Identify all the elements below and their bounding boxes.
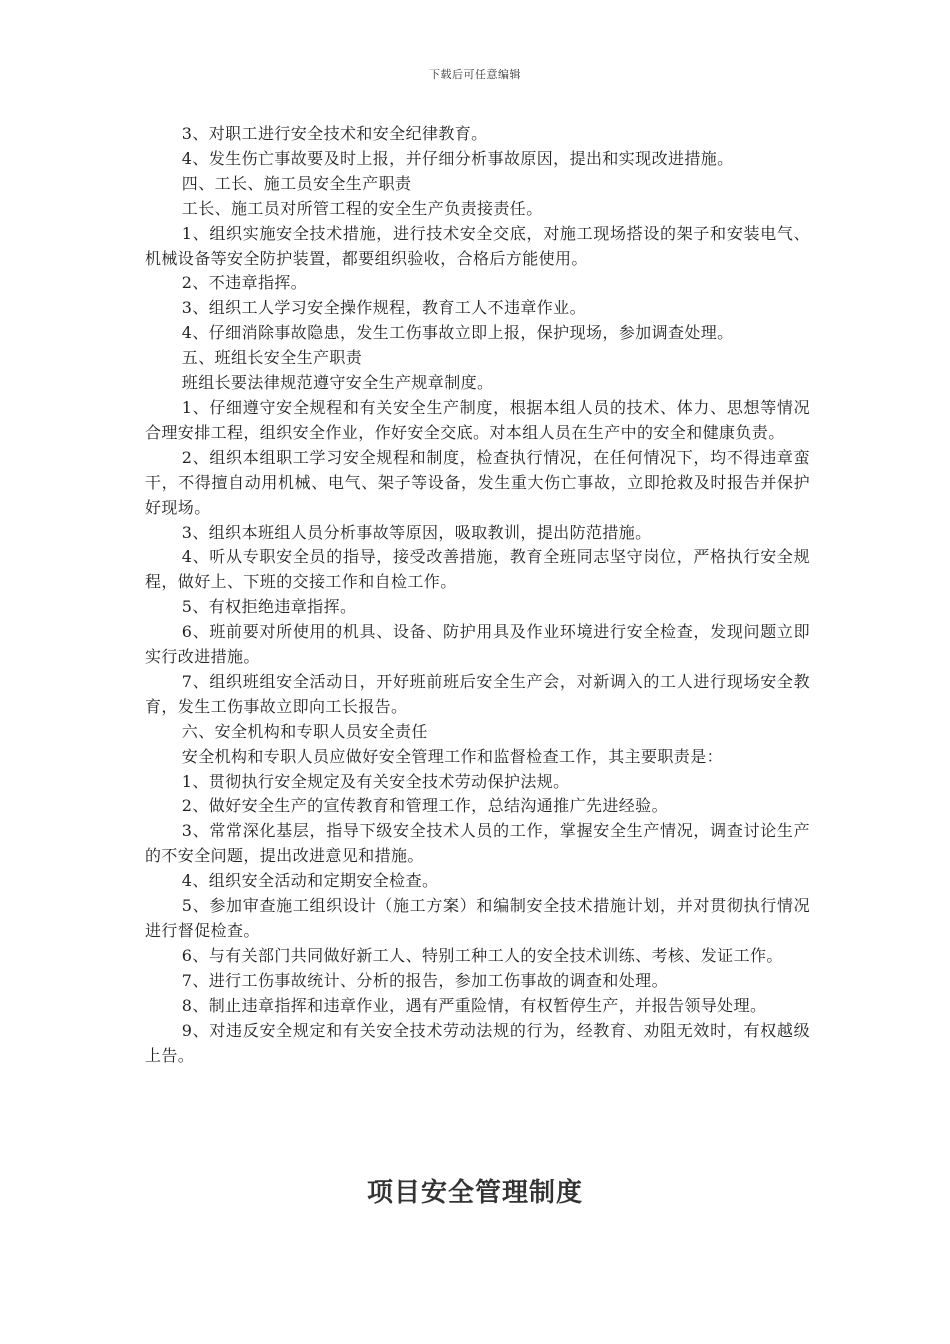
paragraph: 3、对职工进行安全技术和安全纪律教育。 <box>181 124 488 143</box>
document-body <box>145 122 810 1068</box>
paragraph: 4、发生伤亡事故要及时上报，并仔细分析事故原因，提出和实现改进措施。 <box>181 148 734 168</box>
paragraph: 3、组织工人学习安全操作规程，教育工人不违章作业。 <box>181 298 586 318</box>
section-title: 项目安全管理制度 <box>366 1178 583 1208</box>
paragraph: 工长、施工员对所管工程的安全生产负责接责任。 <box>181 198 543 218</box>
paragraph: 4、组织安全活动和定期安全检查。 <box>181 871 439 891</box>
paragraph: 4、仔细消除事故隐患，发生工伤事故立即上报，保护现场，参加调查处理。 <box>181 323 734 343</box>
paragraph: 3、常常深化基层，指导下级安全技术人员的工作，掌握安全生产情况，调查讨论生产的不安全问题，提出改进意见和措施。 <box>145 821 810 866</box>
paragraph: 6、班前要对所使用的机具、设备、防护用具及作业环境进行安全检查，发现问题立即实行改进措施。 <box>145 622 810 667</box>
section-heading: 六、安全机构和专职人员安全责任 <box>181 721 428 741</box>
page-header: 下载后可任意编辑 <box>429 68 521 81</box>
paragraph: 1、贯彻执行安全规定及有关安全技术劳动保护法规。 <box>181 771 570 791</box>
paragraph: 7、进行工伤事故统计、分析的报告，参加工伤事故的调查和处理。 <box>181 970 668 990</box>
paragraph: 2、不违章指挥。 <box>181 273 308 293</box>
paragraph: 1、仔细遵守安全规程和有关安全生产制度，根据本组人员的技术、体力、思想等情况合理安排工程，组织安全作业，作好安全交底。对本组人员在生产中的安全和健康负责。 <box>145 397 810 442</box>
paragraph: 1、组织实施安全技术措施，进行技术安全交底，对施工现场搭设的架子和安装电气、机械设备等安全防护装置，都要组织验收，合格后方能使用。 <box>145 223 810 268</box>
paragraph: 安全机构和专职人员应做好安全管理工作和监督检查工作，其主要职责是： <box>181 746 723 766</box>
paragraph: 6、与有关部门共同做好新工人、特别工种工人的安全技术训练、考核、发证工作。 <box>181 945 783 965</box>
paragraph: 5、有权拒绝违章指挥。 <box>181 597 357 617</box>
paragraph: 9、对违反安全规定和有关安全技术劳动法规的行为，经教育、劝阻无效时，有权越级上告。 <box>145 1020 810 1065</box>
paragraph: 2、组织本组职工学习安全规程和制度，检查执行情况，在任何情况下，均不得违章蛮干，不得擅自动用机械、电气、架子等设备，发生重大伤亡事故，立即抢救及时报告并保护好现场。 <box>145 447 810 517</box>
section-heading: 五、班组长安全生产职责 <box>181 348 363 368</box>
paragraph: 5、参加审查施工组织设计（施工方案）和编制安全技术措施计划，并对贯彻执行情况进行督促检查。 <box>145 896 810 940</box>
paragraph: 2、做好安全生产的宣传教育和管理工作，总结沟通推广先进经验。 <box>181 796 668 816</box>
paragraph: 8、制止违章指挥和违章作业，遇有严重险情，有权暂停生产，并报告领导处理。 <box>181 995 767 1015</box>
section-heading: 四、工长、施工员安全生产职责 <box>181 173 412 193</box>
paragraph: 4、听从专职安全员的指导，接受改善措施，教育全班同志坚守岗位，严格执行安全规程，做好上、下班的交接工作和自检工作。 <box>145 547 810 592</box>
paragraph: 班组长要法律规范遵守安全生产规章制度。 <box>181 373 494 393</box>
paragraph: 7、组织班组安全活动日，开好班前班后安全生产会，对新调入的工人进行现场安全教育，发生工伤事故立即向工长报告。 <box>145 671 810 716</box>
paragraph: 3、组织本班组人员分析事故等原因，吸取教训，提出防范措施。 <box>181 522 652 542</box>
